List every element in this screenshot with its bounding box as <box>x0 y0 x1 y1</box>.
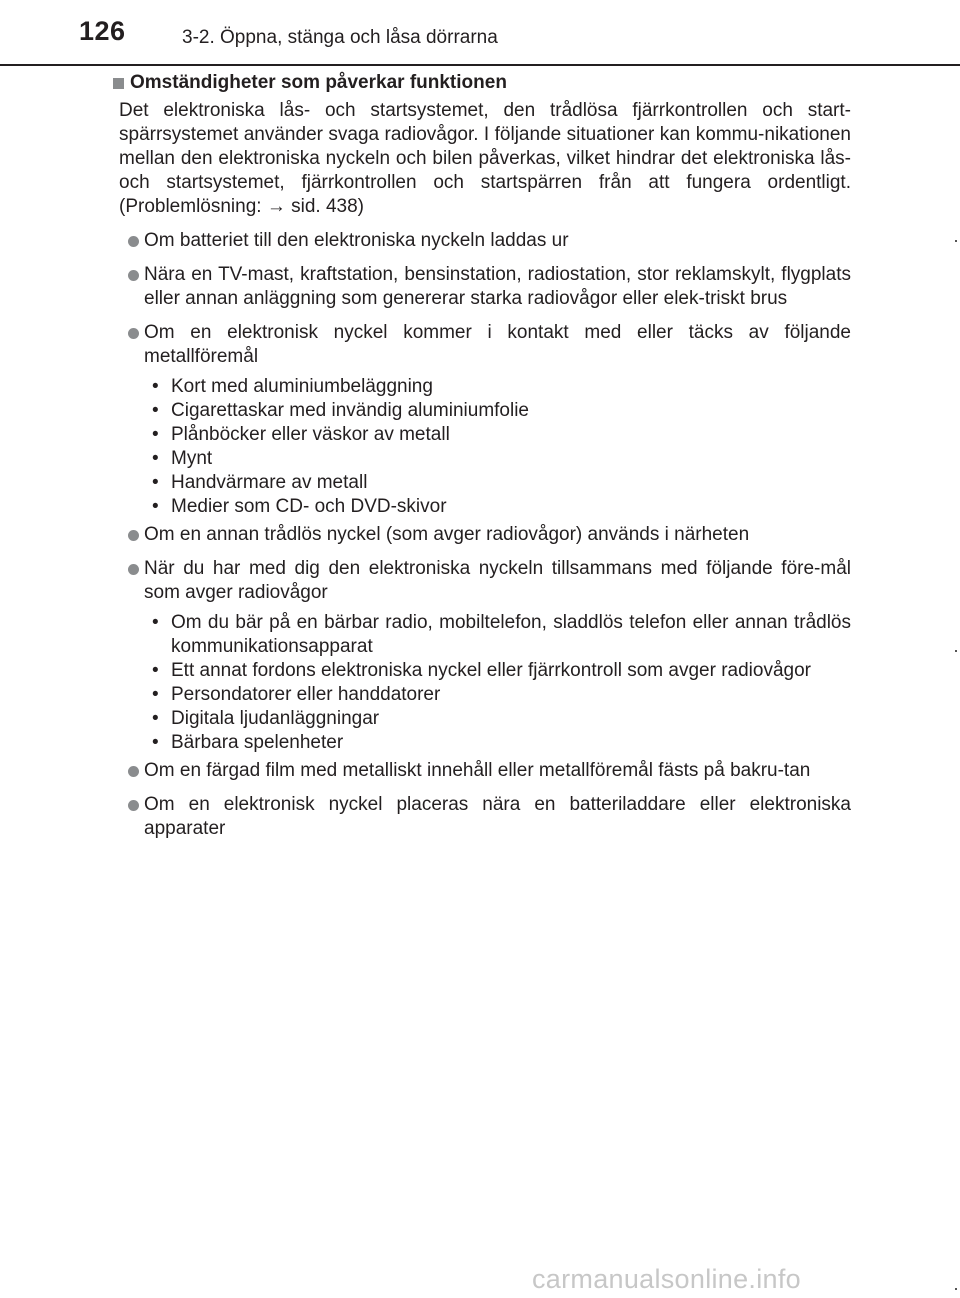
sub-bullet: • <box>152 708 159 729</box>
list-item <box>106 263 851 311</box>
sub-list-item-text: Plånböcker eller väskor av metall <box>171 424 450 445</box>
sub-list-item <box>147 731 851 755</box>
sub-list-item <box>147 495 851 519</box>
sub-list-item <box>147 683 851 707</box>
sub-list-item <box>147 611 851 659</box>
list-item-text: När du har med dig den elektroniska nyckeln tillsammans med följande före-mål som avger radiovågor <box>144 558 851 603</box>
sub-list-item-text: Digitala ljudanläggningar <box>171 708 380 729</box>
sub-bullet: • <box>152 448 159 469</box>
edge-crop-mark <box>955 650 957 652</box>
list-item <box>106 229 851 253</box>
sub-bullet: • <box>152 472 159 493</box>
sub-bullet: • <box>152 660 159 681</box>
list-item-text: Om en färgad film med metalliskt innehåll eller metallföremål fästs på bakru-tan <box>144 760 811 781</box>
list-item-text: Om en elektronisk nyckel kommer i kontakt med eller täcks av följande metallföremål <box>144 322 851 367</box>
list-item-text: Om en elektronisk nyckel placeras nära en batteriladdare eller elektroniska apparater <box>144 794 851 839</box>
metal-objects-list <box>147 375 851 519</box>
radio-objects-list <box>147 611 851 755</box>
watermark: carmanualsonline.info <box>532 1264 801 1294</box>
list-item <box>106 557 851 605</box>
sub-bullet: • <box>152 732 159 753</box>
circle-bullet-icon <box>128 270 139 281</box>
circle-bullet-icon <box>128 800 139 811</box>
list-item-text: Om batteriet till den elektroniska nyckeln laddas ur <box>144 230 569 251</box>
header-rule <box>0 64 960 66</box>
sub-bullet: • <box>152 376 159 397</box>
sub-list-item-text: Bärbara spelenheter <box>171 732 344 753</box>
sub-bullet: • <box>152 400 159 421</box>
circle-bullet-icon <box>128 328 139 339</box>
sub-list-item-text: Mynt <box>171 448 213 469</box>
list-item <box>106 523 851 547</box>
circle-bullet-icon <box>128 236 139 247</box>
list-item <box>106 793 851 841</box>
sub-list-item <box>147 707 851 731</box>
circle-bullet-icon <box>128 530 139 541</box>
circle-bullet-icon <box>128 564 139 575</box>
sub-list-item <box>147 423 851 447</box>
section-heading-text: Omständigheter som påverkar funktionen <box>130 72 507 93</box>
sub-list-item <box>147 471 851 495</box>
section-heading <box>106 71 851 95</box>
list-item <box>106 759 851 783</box>
sub-list-item-text: Om du bär på en bärbar radio, mobiltelefon, sladdlös telefon eller annan trådlös kommunikationsapparat <box>171 612 851 657</box>
page-content <box>106 71 851 851</box>
circle-bullet-icon <box>128 766 139 777</box>
sub-list-item <box>147 399 851 423</box>
sub-bullet: • <box>152 496 159 517</box>
sub-list-item-text: Kort med aluminiumbeläggning <box>171 376 433 397</box>
sub-bullet: • <box>152 424 159 445</box>
square-bullet-icon <box>113 78 124 89</box>
edge-crop-mark <box>955 1288 957 1290</box>
sub-list-item-text: Medier som CD- och DVD-skivor <box>171 496 447 517</box>
edge-crop-mark <box>955 240 957 242</box>
sub-list-item <box>147 447 851 471</box>
list-item-text: Nära en TV-mast, kraftstation, bensinstation, radiostation, stor reklamskylt, flygplats eller annan anläggning som genererar starka radiovågor eller elek-triskt brus <box>144 264 851 309</box>
page-number: 126 <box>79 16 126 46</box>
chapter-title: 3-2. Öppna, stänga och låsa dörrarna <box>182 27 498 48</box>
sub-list-item-text: Ett annat fordons elektroniska nyckel eller fjärrkontroll som avger radiovågor <box>171 660 811 681</box>
intro-paragraph: Det elektroniska lås- och startsystemet, den trådlösa fjärrkontrollen och start-spärrsystemet använder svaga radiovågor. I följande situationer kan kommu-nikationen mellan den elektroniska nyckeln och bilen påverkas, vilket hindrar det elektroniska lås- och startsystemet, fjärrkontrollen och startspärren från att fungera ordentligt. (Problemlösning: → sid. 438) <box>119 100 851 217</box>
sub-bullet: • <box>152 612 159 633</box>
sub-list-item-text: Handvärmare av metall <box>171 472 368 493</box>
sub-list-item <box>147 659 851 683</box>
list-item-text: Om en annan trådlös nyckel (som avger radiovågor) används i närheten <box>144 524 750 545</box>
sub-list-item <box>147 375 851 399</box>
list-item <box>106 321 851 369</box>
sub-bullet: • <box>152 684 159 705</box>
sub-list-item-text: Persondatorer eller handdatorer <box>171 684 441 705</box>
sub-list-item-text: Cigarettaskar med invändig aluminiumfolie <box>171 400 530 421</box>
